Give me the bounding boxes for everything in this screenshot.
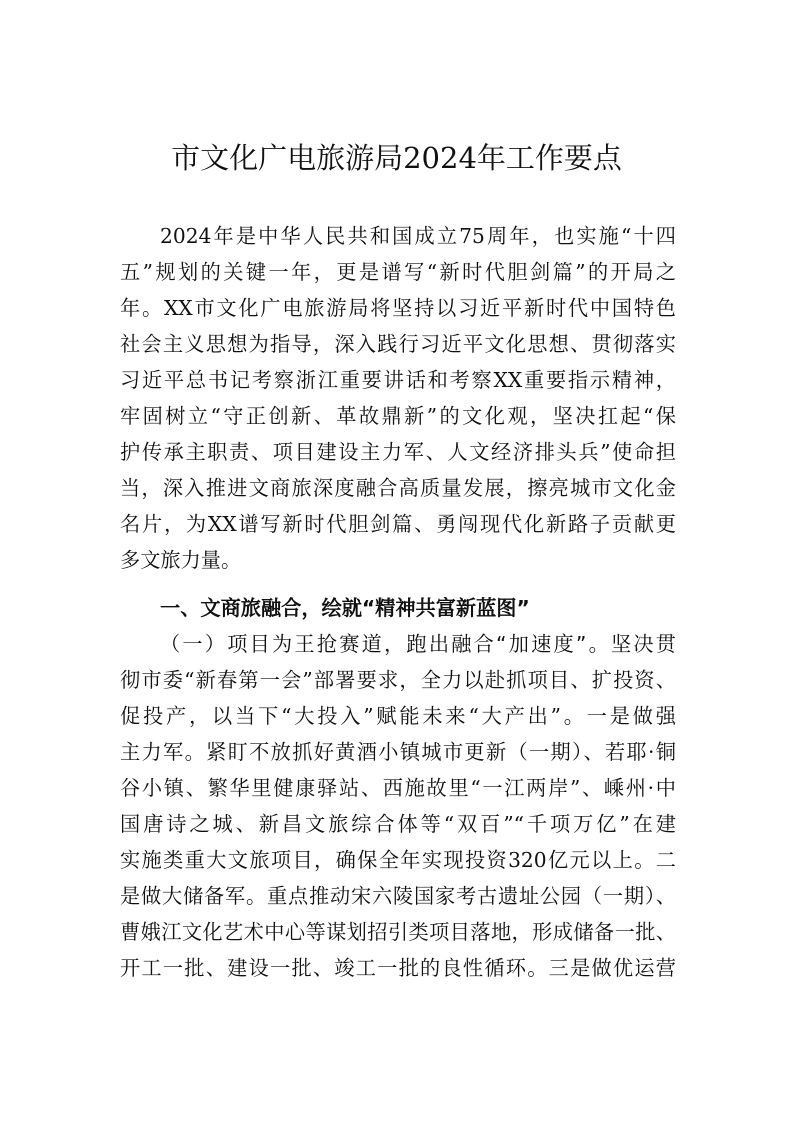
text-line: 是做大储备军。重点推动宋六陵国家考古遗址公园（一期）、 [120, 884, 676, 908]
text-line: （一）项目为王抢赛道，跑出融合“加速度”。坚决贯 [160, 632, 676, 656]
text-line: 五”规划的关键一年，更是谱写“新时代胆剑篇”的开局之 [120, 260, 676, 284]
text-line: 开工一批、建设一批、竣工一批的良性循环。三是做优运营 [120, 956, 676, 980]
text-line: 国唐诗之城、新昌文旅综合体等“双百”“千项万亿”在建 [120, 812, 676, 836]
text-line: 社会主义思想为指导，深入践行习近平文化思想、贯彻落实 [120, 332, 676, 356]
text-line: 实施类重大文旅项目，确保全年实现投资320亿元以上。二 [120, 848, 676, 872]
text-line: 彻市委“新春第一会”部署要求，全力以赴抓项目、扩投资、 [120, 668, 676, 692]
text-line: 名片，为XX谱写新时代胆剑篇、勇闯现代化新路子贡献更 [120, 512, 676, 536]
text-line: 护传承主职责、项目建设主力军、人文经济排头兵”使命担 [120, 440, 676, 464]
text-line: 年。XX市文化广电旅游局将坚持以习近平新时代中国特色 [120, 296, 676, 320]
text-line: 当，深入推进文商旅深度融合高质量发展，擦亮城市文化金 [120, 476, 676, 500]
text-line: 主力军。紧盯不放抓好黄酒小镇城市更新（一期）、若耶·铜 [120, 740, 676, 764]
text-line: 多文旅力量。 [120, 548, 242, 572]
text-line: 谷小镇、繁华里健康驿站、西施故里“一江两岸”、嵊州·中 [120, 776, 676, 800]
section-heading: 一、文商旅融合，绘就“精神共富新蓝图” [160, 596, 530, 620]
text-line: 牢固树立“守正创新、革故鼎新”的文化观，坚决扛起“保 [120, 404, 676, 428]
text-line: 曹娥江文化艺术中心等谋划招引类项目落地，形成储备一批、 [120, 920, 676, 944]
text-line: 促投产，以当下“大投入”赋能未来“大产出”。一是做强 [120, 704, 676, 728]
page-title: 市文化广电旅游局2024年工作要点 [171, 141, 622, 175]
text-line: 2024年是中华人民共和国成立75周年，也实施“十四 [160, 224, 676, 248]
text-line: 习近平总书记考察浙江重要讲话和考察XX重要指示精神， [120, 368, 676, 392]
